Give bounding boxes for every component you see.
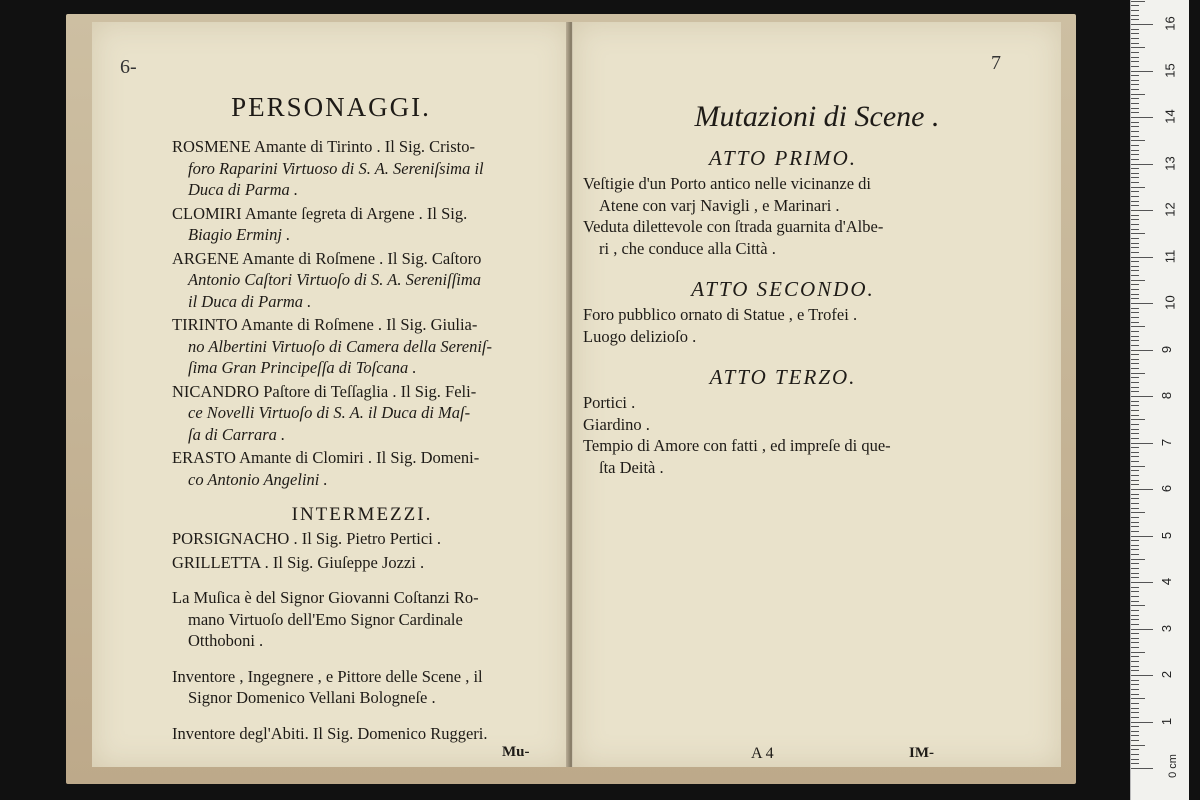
measurement-ruler [1130, 0, 1189, 800]
right-page [572, 22, 1061, 767]
ruler-tick [1131, 98, 1139, 99]
ruler-tick [1131, 270, 1139, 271]
ruler-tick [1131, 410, 1139, 411]
ruler-tick [1131, 461, 1139, 462]
ruler-tick [1131, 647, 1139, 648]
ruler-tick [1131, 252, 1139, 253]
ruler-tick [1131, 615, 1139, 616]
ruler-tick [1131, 122, 1139, 123]
act-title: ATTO SECONDO. [691, 277, 875, 301]
ruler-tick [1131, 522, 1139, 523]
ruler-tick [1131, 168, 1139, 169]
cast-line: TIRINTO Amante di Roſmene . Il Sig. Giulia- [172, 315, 478, 334]
right-page-number: 7 [991, 52, 1001, 74]
ruler-tick [1131, 387, 1139, 388]
credit-line: Otthoboni . [188, 631, 264, 650]
right-catchword: IM- [909, 745, 934, 761]
ruler-tick [1131, 391, 1139, 392]
cast-entry [172, 248, 552, 313]
ruler-tick [1131, 61, 1139, 62]
ruler-tick [1131, 89, 1139, 90]
ruler-tick [1131, 745, 1145, 746]
cast-line: no Albertini Virtuoſo di Camera della Sereniſ- [188, 336, 493, 356]
ruler-tick [1131, 396, 1153, 397]
ruler-tick [1131, 531, 1139, 532]
scene-entry [583, 414, 983, 436]
ruler-tick [1131, 596, 1139, 597]
ruler-tick [1131, 229, 1139, 230]
credit-line: Inventore degl'Abiti. Il Sig. Domenico Ruggeri. [172, 723, 488, 743]
ruler-tick [1131, 666, 1139, 667]
ruler-tick [1131, 749, 1139, 750]
ruler-label: 5 [1159, 531, 1175, 539]
ruler-tick [1131, 312, 1139, 313]
ruler-tick [1131, 554, 1139, 555]
ruler-tick [1131, 629, 1153, 630]
ruler-tick [1131, 731, 1139, 732]
intermezzi-title: INTERMEZZI. [291, 504, 433, 525]
left-page-number: 6- [120, 56, 137, 78]
ruler-tick [1131, 549, 1139, 550]
ruler-tick [1131, 243, 1139, 244]
credit-line: Inventore , Ingegnere , e Pittore delle Scene , il [172, 666, 483, 686]
ruler-tick [1131, 433, 1139, 434]
ruler-tick [1131, 24, 1153, 25]
ruler-tick [1131, 587, 1139, 588]
ruler-tick [1131, 326, 1145, 327]
ruler-label: 3 [1159, 624, 1175, 632]
ruler-label: 9 [1159, 345, 1175, 353]
ruler-tick [1131, 638, 1139, 639]
ruler-tick [1131, 322, 1139, 323]
ruler-tick [1131, 294, 1139, 295]
ruler-tick [1131, 573, 1139, 574]
scene-line: ri , che conduce alla Città . [599, 238, 776, 258]
ruler-tick [1131, 164, 1153, 165]
ruler-tick [1131, 57, 1139, 58]
ruler-tick [1131, 215, 1139, 216]
ruler-tick [1131, 43, 1139, 44]
scene-entry [583, 435, 983, 478]
ruler-tick [1131, 47, 1145, 48]
ruler-tick [1131, 456, 1139, 457]
ruler-tick [1131, 117, 1153, 118]
intermezzi-entry: PORSIGNACHO . Il Sig. Pietro Pertici . [172, 529, 442, 548]
ruler-tick [1131, 503, 1139, 504]
ruler-tick [1131, 303, 1153, 304]
ruler-tick [1131, 443, 1153, 444]
ruler-tick [1131, 726, 1139, 727]
ruler-tick [1131, 480, 1139, 481]
ruler-tick [1131, 475, 1139, 476]
ruler-label: 11 [1162, 249, 1178, 263]
cast-line: il Duca di Parma . [188, 291, 312, 311]
ruler-tick [1131, 136, 1139, 137]
ruler-tick [1131, 331, 1139, 332]
ruler-tick [1131, 559, 1145, 560]
ruler-tick [1131, 308, 1139, 309]
ruler-tick [1131, 438, 1139, 439]
ruler-tick [1131, 754, 1139, 755]
ruler-tick [1131, 619, 1139, 620]
cast-line: co Antonio Angelini . [188, 469, 328, 489]
cast-line: CLOMIRI Amante ſegreta di Argene . Il Sig. [172, 203, 468, 223]
ruler-tick [1131, 466, 1145, 467]
ruler-tick [1131, 15, 1139, 16]
ruler-label: 13 [1162, 155, 1178, 171]
cast-line: foro Raparini Virtuoso di S. A. Sereniſsima il [188, 158, 484, 178]
scene-line: Veduta dilettevole con ſtrada guarnita d'Albe- [583, 217, 884, 236]
act-title: ATTO TERZO. [709, 365, 857, 389]
ruler-tick [1131, 419, 1145, 420]
ruler-tick [1131, 261, 1139, 262]
left-catchword: Mu- [502, 744, 530, 760]
ruler-tick [1131, 540, 1139, 541]
ruler-tick [1131, 5, 1139, 6]
ruler-tick [1131, 494, 1139, 495]
ruler-tick [1131, 205, 1139, 206]
ruler-tick [1131, 703, 1139, 704]
ruler-tick [1131, 508, 1139, 509]
ruler-tick [1131, 103, 1139, 104]
ruler-tick [1131, 563, 1139, 564]
ruler-tick [1131, 708, 1139, 709]
credit-line: La Muſica è del Signor Giovanni Coſtanzi Ro- [172, 588, 479, 607]
ruler-tick [1131, 689, 1139, 690]
credit-paragraph [172, 666, 552, 709]
ruler-tick [1131, 401, 1139, 402]
ruler-tick [1131, 577, 1139, 578]
ruler-tick [1131, 1, 1145, 2]
scene-line: Foro pubblico ornato di Statue , e Trofei . [583, 305, 858, 324]
ruler-tick [1131, 768, 1153, 769]
ruler-tick [1131, 340, 1139, 341]
ruler-tick [1131, 219, 1139, 220]
ruler-tick [1131, 317, 1139, 318]
ruler-tick [1131, 108, 1139, 109]
ruler-tick [1131, 19, 1139, 20]
cast-list [172, 136, 552, 744]
ruler-tick [1131, 526, 1139, 527]
ruler-tick [1131, 284, 1139, 285]
act-title: ATTO PRIMO. [709, 146, 857, 170]
ruler-tick [1131, 280, 1145, 281]
ruler-tick [1131, 624, 1139, 625]
ruler-tick [1131, 289, 1139, 290]
ruler-tick [1131, 154, 1139, 155]
ruler-tick [1131, 712, 1139, 713]
ruler-tick [1131, 759, 1139, 760]
scene-entry [583, 216, 983, 259]
ruler-label: 6 [1159, 484, 1175, 493]
ruler-tick [1131, 717, 1139, 718]
ruler-label: 14 [1162, 109, 1178, 124]
ruler-tick [1131, 201, 1139, 202]
ruler-tick [1131, 359, 1139, 360]
ruler-tick [1131, 150, 1139, 151]
ruler-label: 4 [1159, 577, 1175, 586]
ruler-tick [1131, 191, 1139, 192]
ruler-unit-label: 0 cm [1166, 754, 1179, 778]
credit-line: mano Virtuoſo dell'Emo Signor Cardinale [188, 609, 463, 629]
ruler-tick [1131, 517, 1139, 518]
ruler-tick [1131, 233, 1145, 234]
intermezzi-entry: GRILLETTA . Il Sig. Giuſeppe Jozzi . [172, 552, 425, 572]
left-page [92, 22, 571, 767]
scene-line: Portici . [583, 393, 636, 412]
ruler-tick [1131, 210, 1153, 211]
ruler-label: 1 [1159, 717, 1175, 725]
ruler-tick [1131, 247, 1139, 248]
cast-entry [172, 381, 552, 446]
ruler-tick [1131, 84, 1139, 85]
ruler-tick [1131, 182, 1139, 183]
ruler-tick [1131, 66, 1139, 67]
ruler-tick [1131, 112, 1139, 113]
ruler-tick [1131, 605, 1145, 606]
ruler-tick [1131, 424, 1139, 425]
ruler-tick [1131, 498, 1139, 499]
ruler-label: 12 [1162, 202, 1178, 217]
ruler-tick [1131, 675, 1153, 676]
scene-line: Luogo delizioſo . [583, 326, 697, 346]
ruler-tick [1131, 489, 1153, 490]
ruler-tick [1131, 452, 1139, 453]
ruler-tick [1131, 512, 1145, 513]
ruler-tick [1131, 71, 1153, 72]
ruler-tick [1131, 405, 1139, 406]
ruler-tick [1131, 275, 1139, 276]
ruler-tick [1131, 684, 1139, 685]
scene-entry [583, 392, 983, 414]
ruler-tick [1131, 354, 1139, 355]
ruler-label: 15 [1162, 62, 1178, 78]
ruler-label: 16 [1162, 16, 1178, 31]
credit-line: Signor Domenico Vellani Bologneſe . [188, 688, 436, 707]
ruler-tick [1131, 131, 1139, 132]
cast-entry [172, 203, 552, 246]
ruler-tick [1131, 94, 1145, 95]
scene-entry [583, 173, 983, 216]
ruler-tick [1131, 582, 1153, 583]
ruler-tick [1131, 298, 1139, 299]
scene-line: Atene con varj Navigli , e Marinari . [599, 195, 840, 215]
ruler-tick [1131, 145, 1139, 146]
cast-entry [172, 314, 552, 379]
cast-line: ce Novelli Virtuoſo di S. A. il Duca di Maſ- [188, 403, 471, 422]
ruler-tick [1131, 29, 1139, 30]
ruler-tick [1131, 257, 1153, 258]
ruler-tick [1131, 722, 1153, 723]
ruler-tick [1131, 652, 1145, 653]
ruler-tick [1131, 173, 1139, 174]
ruler-tick [1131, 661, 1139, 662]
cast-line: ROSMENE Amante di Tirinto . Il Sig. Cristo- [172, 137, 475, 156]
ruler-tick [1131, 377, 1139, 378]
ruler-tick [1131, 196, 1139, 197]
ruler-label: 10 [1162, 295, 1178, 310]
scene-entry [583, 326, 983, 348]
ruler-tick [1131, 601, 1139, 602]
ruler-tick [1131, 373, 1145, 374]
ruler-tick [1131, 345, 1139, 346]
ruler-tick [1131, 415, 1139, 416]
cast-title: PERSONAGGI. [231, 92, 431, 122]
ruler-tick [1131, 10, 1139, 11]
cast-line: NICANDRO Paſtore di Teſſaglia . Il Sig. Feli- [172, 381, 477, 401]
ruler-tick [1131, 429, 1139, 430]
cast-line: ARGENE Amante di Roſmene . Il Sig. Caſtoro [172, 248, 482, 268]
cast-line: Antonio Caſtori Virtuoſo di S. A. Sereniſſima [188, 270, 482, 289]
ruler-tick [1131, 33, 1139, 34]
ruler-tick [1131, 52, 1139, 53]
ruler-tick [1131, 238, 1139, 239]
ruler-tick [1131, 140, 1145, 141]
ruler-tick [1131, 447, 1139, 448]
ruler-tick [1131, 470, 1139, 471]
ruler-tick [1131, 735, 1139, 736]
cast-line: ſima Gran Principeſſa di Toſcana . [188, 358, 417, 377]
ruler-tick [1131, 159, 1139, 160]
cast-line: Biagio Erminj . [188, 225, 291, 244]
ruler-tick [1131, 536, 1153, 537]
credit-paragraph [172, 723, 552, 745]
scene-entry [583, 304, 983, 326]
ruler-tick [1131, 368, 1139, 369]
ruler-tick [1131, 642, 1139, 643]
cast-entry [172, 447, 552, 490]
ruler-tick [1131, 591, 1139, 592]
ruler-tick [1131, 484, 1139, 485]
cast-entry [172, 136, 552, 201]
ruler-tick [1131, 38, 1139, 39]
credit-paragraph [172, 587, 552, 652]
ruler-tick [1131, 545, 1139, 546]
ruler-tick [1131, 568, 1139, 569]
ruler-tick [1131, 126, 1139, 127]
ruler-tick [1131, 177, 1139, 178]
ruler-label: 8 [1159, 391, 1175, 400]
scene-line: Giardino . [583, 414, 650, 434]
ruler-tick [1131, 350, 1153, 351]
ruler-tick [1131, 763, 1139, 764]
ruler-tick [1131, 610, 1139, 611]
ruler-tick [1131, 75, 1139, 76]
ruler-label: 2 [1159, 670, 1175, 679]
scene-line: Veſtigie d'un Porto antico nelle vicinanze di [583, 174, 871, 193]
scenes-title: Mutazioni di Scene . [694, 100, 940, 133]
ruler-tick [1131, 187, 1145, 188]
ruler-tick [1131, 363, 1139, 364]
ruler-tick [1131, 698, 1145, 699]
ruler-tick [1131, 266, 1139, 267]
ruler-tick [1131, 740, 1139, 741]
ruler-tick [1131, 382, 1139, 383]
signature-mark: A 4 [751, 745, 774, 762]
cast-line: ERASTO Amante di Clomiri . Il Sig. Domeni- [172, 448, 480, 467]
ruler-label: 7 [1159, 438, 1175, 446]
cast-line: ſa di Carrara . [188, 424, 286, 444]
ruler-tick [1131, 80, 1139, 81]
ruler-tick [1131, 680, 1139, 681]
ruler-tick [1131, 224, 1139, 225]
cast-line: Duca di Parma . [188, 180, 298, 199]
ruler-tick [1131, 694, 1139, 695]
ruler-tick [1131, 670, 1139, 671]
ruler-tick [1131, 633, 1139, 634]
scene-line: Tempio di Amore con fatti , ed impreſe di que- [583, 436, 891, 455]
ruler-tick [1131, 336, 1139, 337]
scene-line: ſta Deità . [599, 457, 664, 477]
scene-list [583, 140, 983, 478]
ruler-tick [1131, 656, 1139, 657]
